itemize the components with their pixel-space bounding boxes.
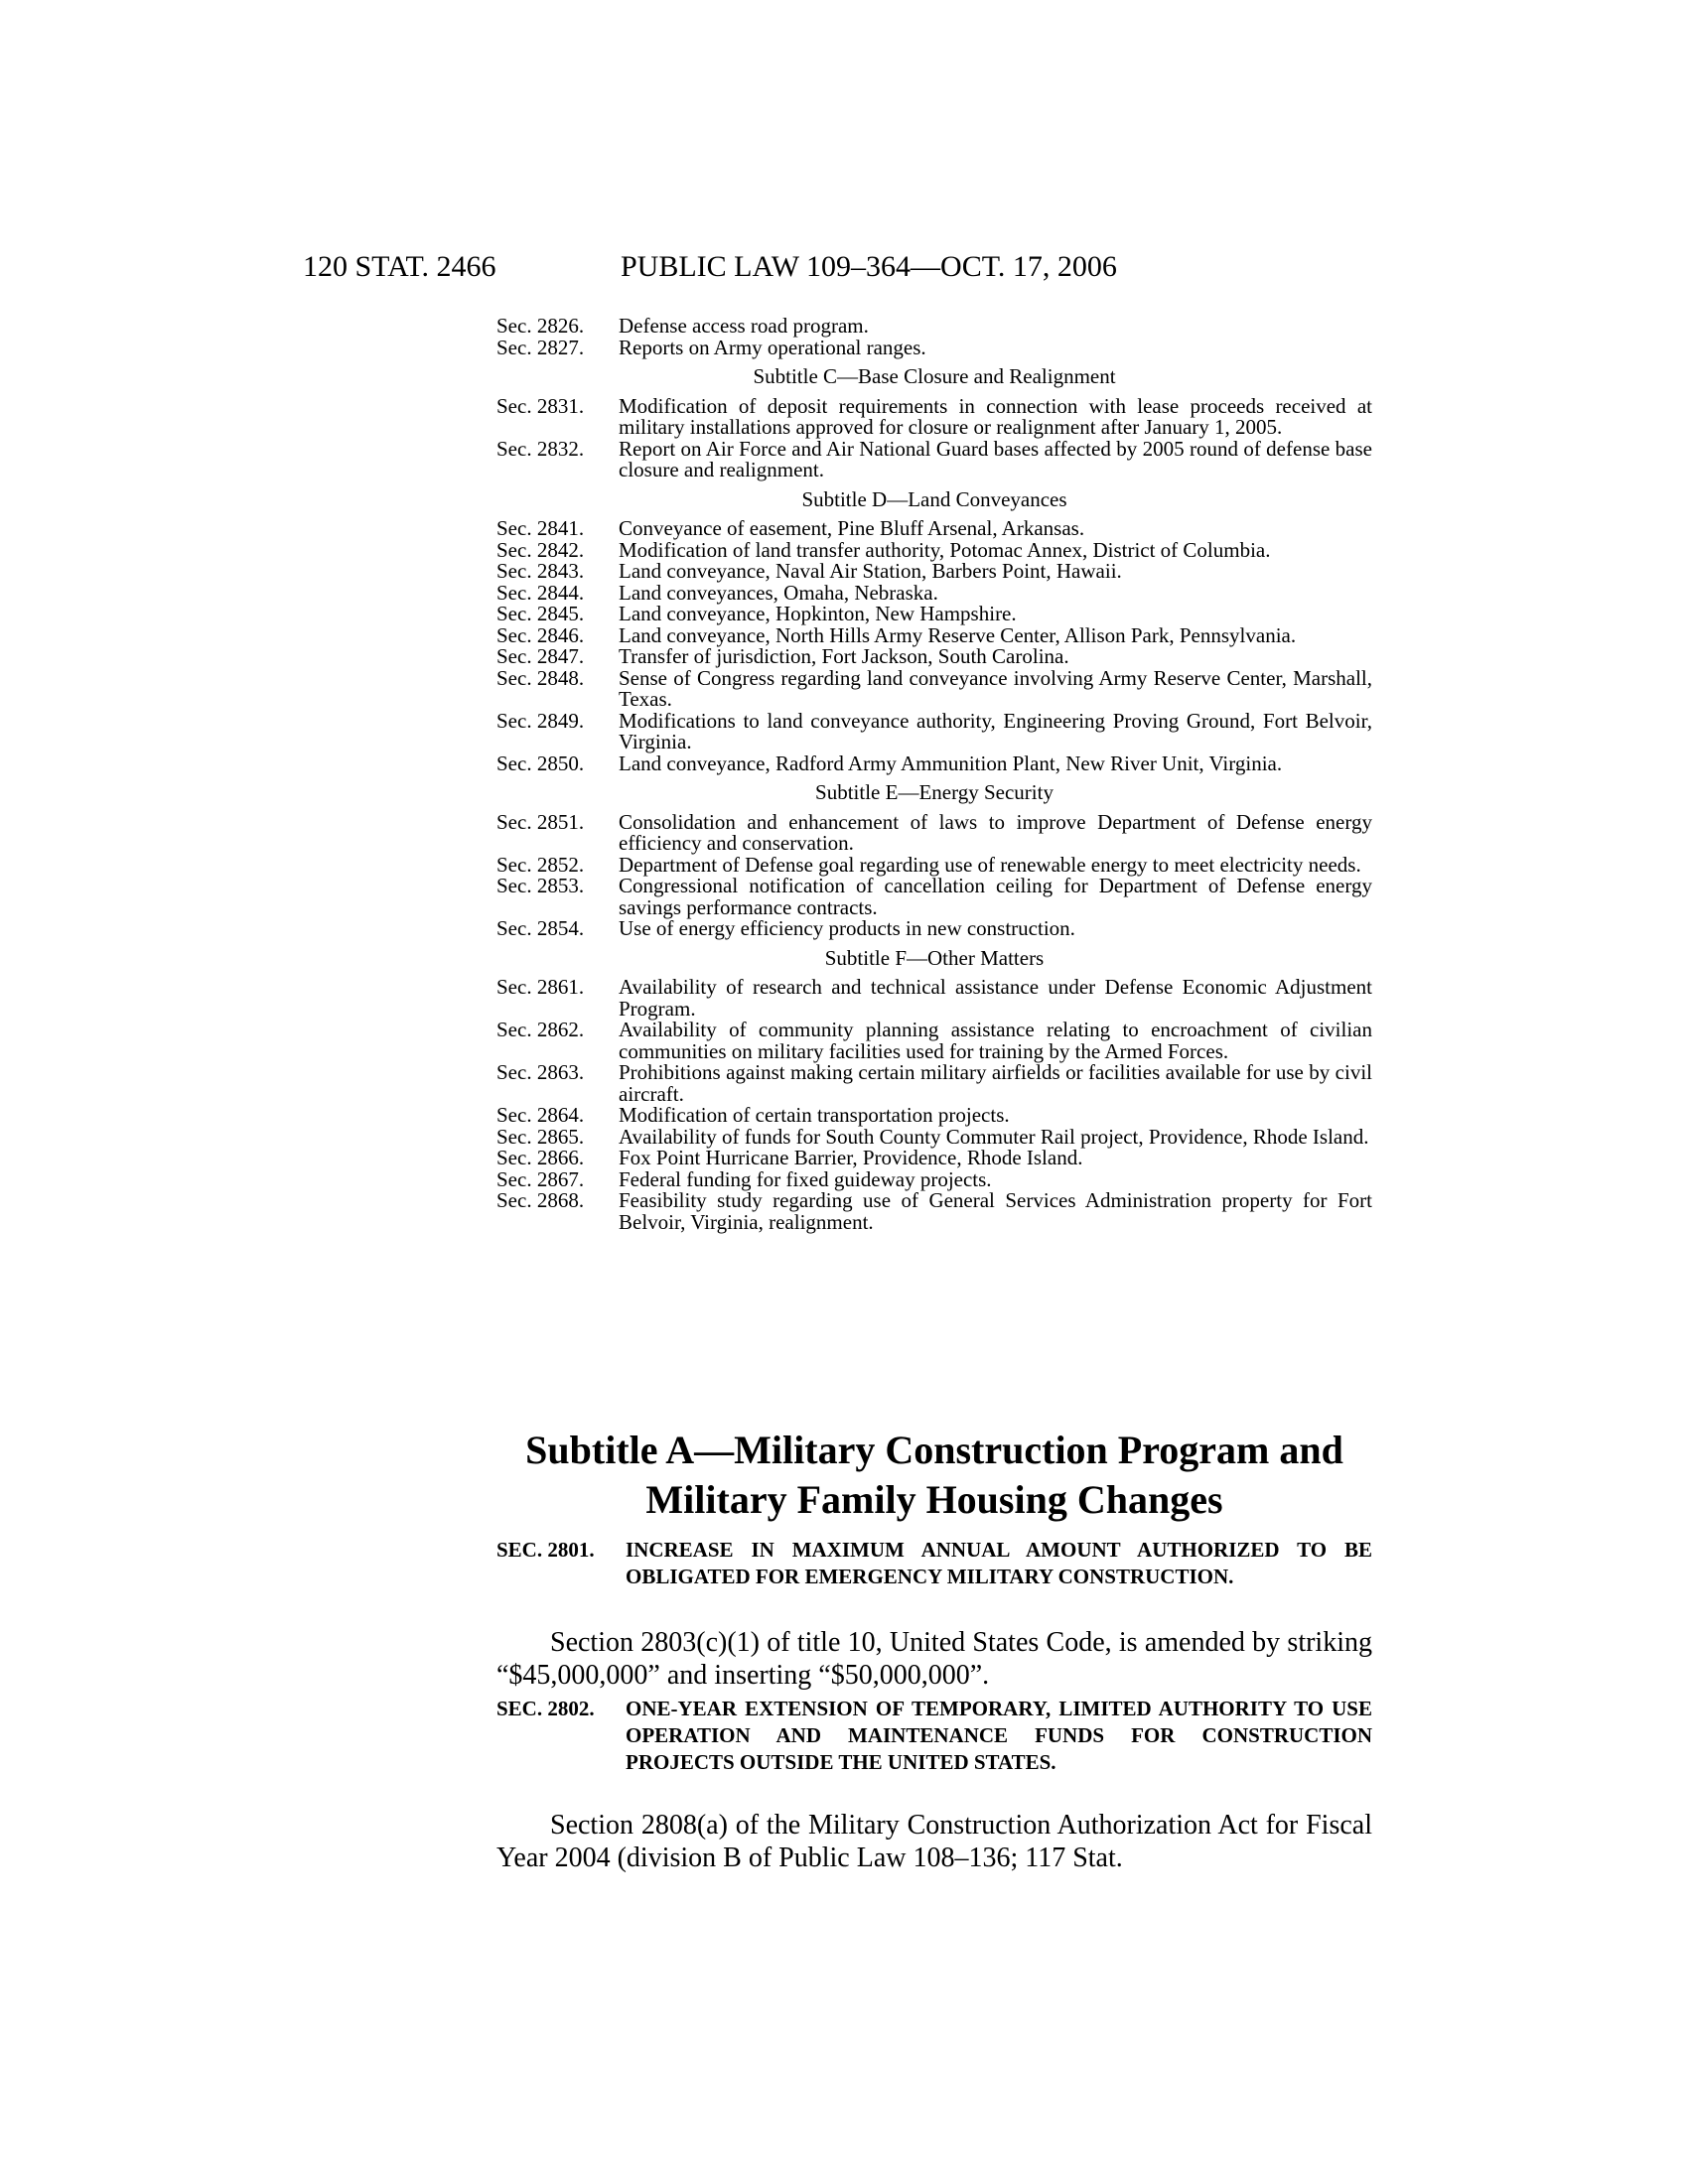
- toc-section-number: Sec. 2851.: [496, 809, 585, 834]
- toc-section-title: Prohibitions against making certain military airfields or facilities available for use by civil aircraft.: [619, 1060, 1372, 1106]
- page-header: [0, 250, 1688, 290]
- toc-section-number: Sec. 2861.: [496, 975, 585, 999]
- toc-entry: [496, 604, 1372, 625]
- toc-section-title: Modification of land transfer authority, Potomac Annex, District of Columbia.: [619, 537, 1271, 562]
- toc-subtitle-heading: Subtitle E—Energy Security: [815, 780, 1054, 804]
- toc-entry: [496, 1020, 1372, 1062]
- toc-entry: [496, 1105, 1372, 1127]
- toc-section-number: Sec. 2841.: [496, 516, 585, 540]
- toc-section-title: Availability of funds for South County Commuter Rail project, Providence, Rhode Island.: [619, 1124, 1369, 1149]
- toc-section-title: Reports on Army operational ranges.: [619, 335, 926, 359]
- toc-section-number: Sec. 2868.: [496, 1188, 585, 1212]
- toc-section-title: Conveyance of easement, Pine Bluff Arsenal, Arkansas.: [619, 516, 1085, 540]
- toc-section-title: Availability of research and technical assistance under Defense Economic Adjustment Program.: [619, 975, 1372, 1021]
- toc-entry: [496, 1062, 1372, 1105]
- toc-section-number: Sec. 2863.: [496, 1060, 585, 1084]
- toc-section-title: Consolidation and enhancement of laws to improve Department of Defense energy efficiency and conservation.: [619, 809, 1372, 855]
- toc-section-number: Sec. 2853.: [496, 874, 585, 897]
- toc-section-number: Sec. 2852.: [496, 852, 585, 877]
- toc-section-number: Sec. 2832.: [496, 436, 585, 461]
- toc-entry: [496, 852, 1372, 877]
- toc-section-number: Sec. 2866.: [496, 1146, 585, 1169]
- toc-section-number: Sec. 2848.: [496, 665, 585, 690]
- toc-section-number: Sec. 2867.: [496, 1166, 585, 1191]
- toc-section-number: Sec. 2831.: [496, 393, 585, 418]
- toc-section-title: Land conveyance, Hopkinton, New Hampshire.: [619, 602, 1017, 625]
- toc-section-title: Transfer of jurisdiction, Fort Jackson, South Carolina.: [619, 644, 1069, 668]
- toc-section-title: Defense access road program.: [619, 314, 869, 338]
- toc-entry: [496, 977, 1372, 1020]
- toc-group: [496, 366, 1372, 481]
- toc-subtitle-heading: Subtitle C—Base Closure and Realignment: [753, 364, 1116, 388]
- toc-entry: [496, 622, 1372, 647]
- toc-entry: [496, 809, 1372, 855]
- toc-entry: [496, 1148, 1372, 1169]
- toc-entry: [496, 316, 1372, 338]
- toc-section-number: Sec. 2854.: [496, 916, 585, 940]
- toc-entry: [496, 561, 1372, 583]
- toc-section-title: Sense of Congress regarding land conveyance involving Army Reserve Center, Marshall, Texas.: [619, 665, 1372, 711]
- toc-entry: [496, 393, 1372, 439]
- toc-entry: [496, 876, 1372, 918]
- toc-section-title: Modification of certain transportation projects.: [619, 1103, 1010, 1127]
- toc-entry: [496, 753, 1372, 775]
- toc-section-number: Sec. 2846.: [496, 622, 585, 647]
- toc-section-title: Land conveyance, Naval Air Station, Barbers Point, Hawaii.: [619, 559, 1122, 583]
- toc-section-number: Sec. 2827.: [496, 335, 585, 359]
- toc-entry: [496, 580, 1372, 605]
- toc-section-title: Congressional notification of cancellation ceiling for Department of Defense energy savings performance contracts.: [619, 874, 1372, 919]
- section-title: INCREASE IN MAXIMUM ANNUAL AMOUNT AUTHORIZED TO BE OBLIGATED FOR EMERGENCY MILITARY CONSTRUCTION.: [626, 1538, 1372, 1588]
- toc-entry: [496, 1166, 1372, 1191]
- section-2802-body: Section 2808(a) of the Military Construction Authorization Act for Fiscal Year 2004 (division B of Public Law 108–136; 117 Stat.: [496, 1810, 1372, 1873]
- toc-section-number: Sec. 2844.: [496, 580, 585, 605]
- toc-section-title: Report on Air Force and Air National Guard bases affected by 2005 round of defense base closure and realignment.: [619, 436, 1372, 481]
- section-2802-heading: [496, 1696, 1372, 1776]
- toc-section-title: Federal funding for fixed guideway projects.: [619, 1166, 992, 1191]
- toc-section-title: Department of Defense goal regarding use of renewable energy to meet electricity needs.: [619, 852, 1361, 877]
- toc-entry: [496, 335, 1372, 359]
- toc-subtitle-heading: Subtitle F—Other Matters: [824, 945, 1045, 970]
- toc-section-title: Land conveyance, Radford Army Ammunition Plant, New River Unit, Virginia.: [619, 751, 1283, 775]
- toc-entry: [496, 537, 1372, 562]
- toc-section-title: Fox Point Hurricane Barrier, Providence, Rhode Island.: [619, 1146, 1083, 1169]
- toc-entry: [496, 918, 1372, 940]
- toc-section-title: Modification of deposit requirements in connection with lease proceeds received at military installations approved for closure or realignment after January 1, 2005.: [619, 393, 1372, 439]
- toc-section-title: Feasibility study regarding use of General Services Administration property for Fort Belvoir, Virginia, realignment.: [619, 1188, 1372, 1234]
- toc-group: [496, 316, 1372, 358]
- public-law-running-head: PUBLIC LAW 109–364—OCT. 17, 2006: [621, 250, 1117, 283]
- toc-group: [496, 782, 1372, 940]
- toc-entry: [496, 1124, 1372, 1149]
- toc-section-number: Sec. 2847.: [496, 644, 585, 668]
- toc-section-title: Land conveyances, Omaha, Nebraska.: [619, 580, 938, 605]
- section-number: SEC. 2801.: [496, 1538, 595, 1562]
- toc-section-number: Sec. 2849.: [496, 708, 585, 733]
- table-of-contents: [496, 316, 1372, 1233]
- toc-section-number: Sec. 2843.: [496, 559, 585, 583]
- toc-entry: [496, 436, 1372, 481]
- toc-section-number: Sec. 2826.: [496, 314, 585, 338]
- toc-section-number: Sec. 2845.: [496, 602, 585, 625]
- toc-section-title: Land conveyance, North Hills Army Reserve Center, Allison Park, Pennsylvania.: [619, 622, 1297, 647]
- toc-group: [496, 486, 1372, 775]
- section-2801-heading: [496, 1537, 1372, 1590]
- toc-section-number: Sec. 2864.: [496, 1103, 585, 1127]
- toc-entry: [496, 1190, 1372, 1233]
- toc-section-title: Availability of community planning assistance relating to encroachment of civilian communities on military facilities used for training by the Armed Forces.: [619, 1018, 1372, 1063]
- statute-page-number: 120 STAT. 2466: [303, 250, 496, 283]
- toc-section-title: Use of energy efficiency products in new construction.: [619, 916, 1075, 940]
- toc-section-title: Modifications to land conveyance authority, Engineering Proving Ground, Fort Belvoir, Virginia.: [619, 708, 1372, 753]
- toc-section-number: Sec. 2862.: [496, 1018, 585, 1041]
- toc-entry: [496, 665, 1372, 711]
- toc-section-number: Sec. 2865.: [496, 1124, 585, 1149]
- toc-entry: [496, 646, 1372, 668]
- toc-section-number: Sec. 2842.: [496, 537, 585, 562]
- toc-section-number: Sec. 2850.: [496, 751, 585, 775]
- section-number: SEC. 2802.: [496, 1697, 595, 1720]
- toc-entry: [496, 518, 1372, 540]
- toc-group: [496, 945, 1372, 1234]
- toc-entry: [496, 708, 1372, 753]
- subtitle-heading: Subtitle A—Military Construction Program and Military Family Housing Changes: [525, 1428, 1343, 1522]
- toc-subtitle-heading: Subtitle D—Land Conveyances: [801, 486, 1067, 511]
- section-title: ONE-YEAR EXTENSION OF TEMPORARY, LIMITED AUTHORITY TO USE OPERATION AND MAINTENANCE FUNDS FOR CONSTRUCTION PROJECTS OUTSIDE THE UNITED STATES.: [626, 1697, 1372, 1774]
- section-2801-body: Section 2803(c)(1) of title 10, United States Code, is amended by striking “$45,000,000” and inserting “$50,000,000”.: [496, 1627, 1372, 1691]
